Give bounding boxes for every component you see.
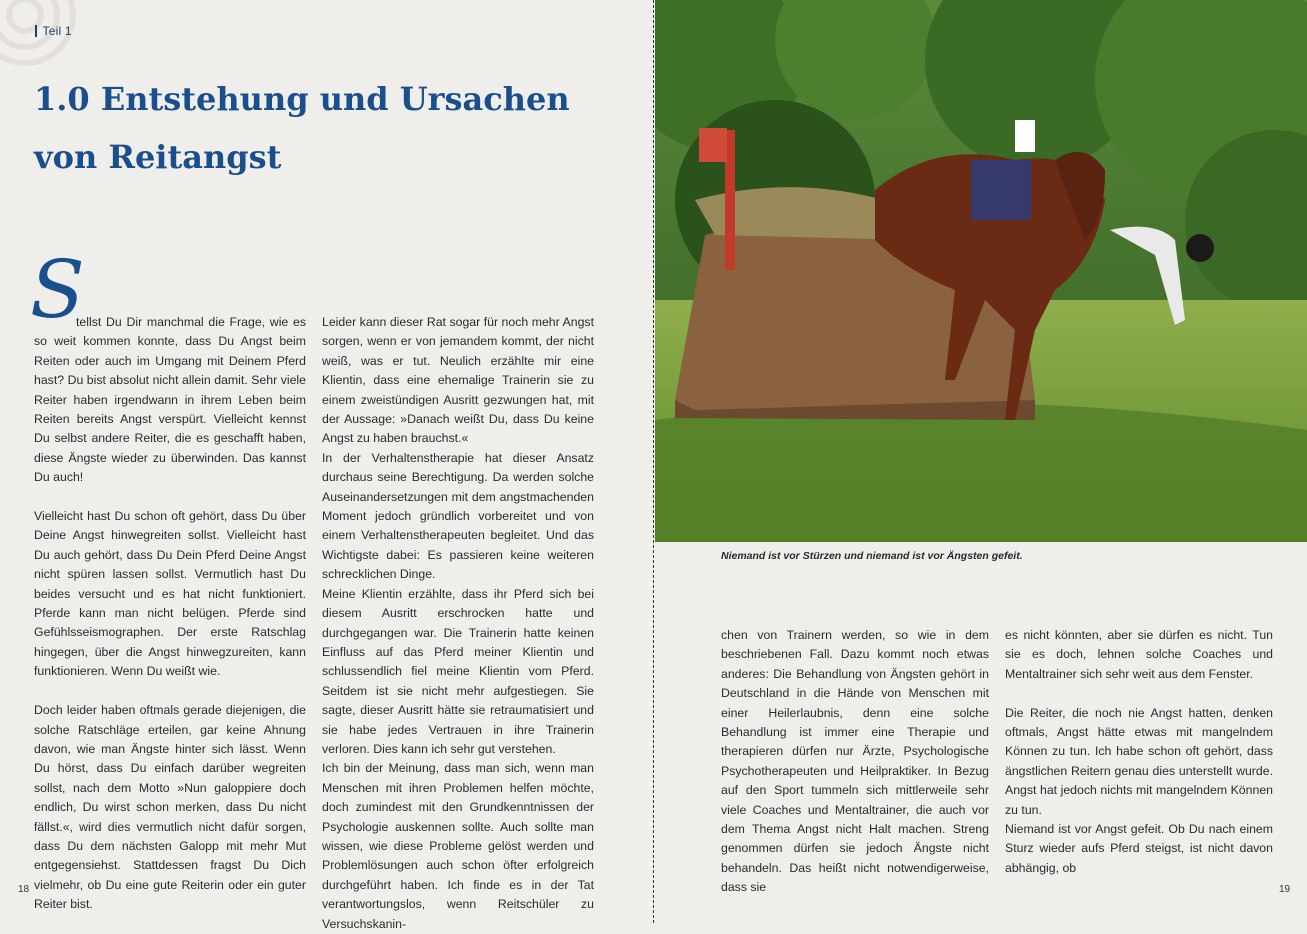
right-column-2 [1005,626,1273,878]
left-page [0,0,654,931]
paragraph: In der Verhaltenstherapie hat dieser Ansatz durchaus seine Berechtigung. Da werden solche Auseinandersetzungen mit dem angstmachenden Moment jedoch gründlich vorbereitet und von einem Verhaltenstherapeuten begleitet. Und das Wichtigste dabei: Es passieren keine weiteren schrecklichen Dinge. [322,450,594,582]
section-label: Teil 1 [42,24,72,38]
chapter-title-line-2: von Reitangst [34,138,282,176]
left-column-1 [34,313,306,915]
paragraph: Leider kann dieser Rat sogar für noch mehr Angst sorgen, wenn er von jemandem kommt, der nicht weiß, was er tut. Neulich erzählte mir eine Klientin, dass eine ehemalige Trainerin sie zu einem zweistündigen Ausritt gezwungen hat, mit der Aussage: »Danach weißt Du, dass Du keine Angst zu haben brauchst.« [322,315,594,446]
right-page [655,0,1307,923]
paragraph: es nicht könnten, aber sie dürfen es nicht. Tun sie es doch, lehnen solche Coaches und Mentaltrainer sich sehr weit aus dem Fenster. [1005,628,1273,681]
page-number-right: 19 [1279,884,1291,895]
paragraph: tellst Du Dir manchmal die Frage, wie es so weit kommen konnte, dass Du Angst beim Reiten oder auch im Umgang mit Deinem Pferd hast? Du bist absolut nicht allein damit. Sehr viele Reiter haben irgendwann in ihrem Leben beim Reiten bereits Angst verspürt. Vielleicht kennst Du selbst andere Reiter, die es geschafft haben, diese Ängste wieder zu überwinden. Das kannst Du auch! [34,315,306,485]
paragraph: Die Reiter, die noch nie Angst hatten, denken oftmals, Angst hätte etwas mit mangelndem Können zu tun. Ich habe schon oft gehört, dass ängstlichen Reitern genau dies unterstellt wurde. Angst hat jedoch nichts mit mangelndem Können zu tun. [1005,705,1273,817]
paragraph: Vielleicht hast Du schon oft gehört, dass Du über Deine Angst hinwegreiten sollst. Vielleicht hast Du auch gehört, dass Du Dein Pferd Deine Angst nicht spüren lassen sollst. Vermutlich hast Du beides versucht und es hat nicht funktioniert. Pferde kann man nicht belügen. Pferde sind Gefühlsseismographen. Der erste Ratschlag hingegen, über die Angst hinwegzureiten, kann funktionieren. Wenn Du weißt wie. [34,509,306,679]
right-column-1 [721,626,989,898]
paragraph: Doch leider haben oftmals gerade diejenigen, die solche Ratschläge erteilen, gar keine Ahnung davon, wie man Ängste hinter sich lässt. Wenn Du hörst, dass Du einfach darüber wegreiten sollst, nach dem Motto »Nun galoppiere doch endlich, Du wirst schon merken, dass Du nicht fällst.«, wird dies vermutlich nicht dafür sorgen, dass Du dem nächsten Galopp mit mehr Mut entgegensiehst. Stattdessen fragst Du Dich vielmehr, ob Du eine gute Reiterin oder ein guter Reiter bist. [34,703,306,912]
horse-fall-photo [655,0,1307,542]
drop-cap: S [30,243,85,336]
paragraph: Niemand ist vor Angst gefeit. Ob Du nach einem Sturz wieder aufs Pferd steigst, ist nicht davon abhängig, ob [1005,822,1273,875]
left-column-2 [322,313,594,934]
paragraph: Meine Klientin erzählte, dass ihr Pferd sich bei diesem Ausritt erschrocken hatte und durchgegangen war. Die Trainerin hatte keinen Einfluss auf das Pferd meiner Klientin und schlussendlich fiel meine Klientin vom Pferd. Seitdem ist sie nicht mehr aufgestiegen. Sie sagte, dieser Ausritt hätte sie retraumatisiert und sie habe jedes Vertrauen in ihre Trainerin verloren. Dies kann ich sehr gut verstehen. [322,586,594,756]
paragraph: chen von Trainern werden, so wie in dem beschriebenen Fall. Dazu kommt noch etwas anderes: Die Behandlung von Ängsten gehört in Deutschland in die Hände von Menschen mit einer Heilerlaubnis, denn eine solche Behandlung ist immer eine Therapie und therapieren dürfen nur Ärzte, Psychologische Psychotherapeuten und Heilpraktiker. In Bezug auf den Sport tummeln sich mittlerweile sehr viele Coaches und Mentaltrainer, die auch vor dem Thema Angst nicht Halt machen. Streng genommen dürfen sie jedoch Ängste nicht behandeln. Das heißt nicht notwendigerweise, dass sie [721,628,989,895]
running-header [35,24,72,38]
chapter-title [34,70,594,186]
chapter-title-line-1: 1.0 Entstehung und Ursachen [34,80,570,118]
paragraph: Ich bin der Meinung, dass man sich, wenn man Menschen mit ihren Problemen helfen möchte, doch zumindest mit den Grundkenntnissen der Psychologie auskennen sollte. Auch sollte man wissen, wie diese Probleme gelöst werden und Problemlösungen auch schon öfter erfolgreich durchgeführt haben. Ich finde es in der Tat verantwortungslos, wenn Reitschüler zu Versuchskanin- [322,761,594,931]
photo-caption: Niemand ist vor Stürzen und niemand ist vor Ängsten gefeit. [721,550,1023,562]
page-gutter-divider [653,0,654,923]
page-number-left: 18 [18,884,30,895]
